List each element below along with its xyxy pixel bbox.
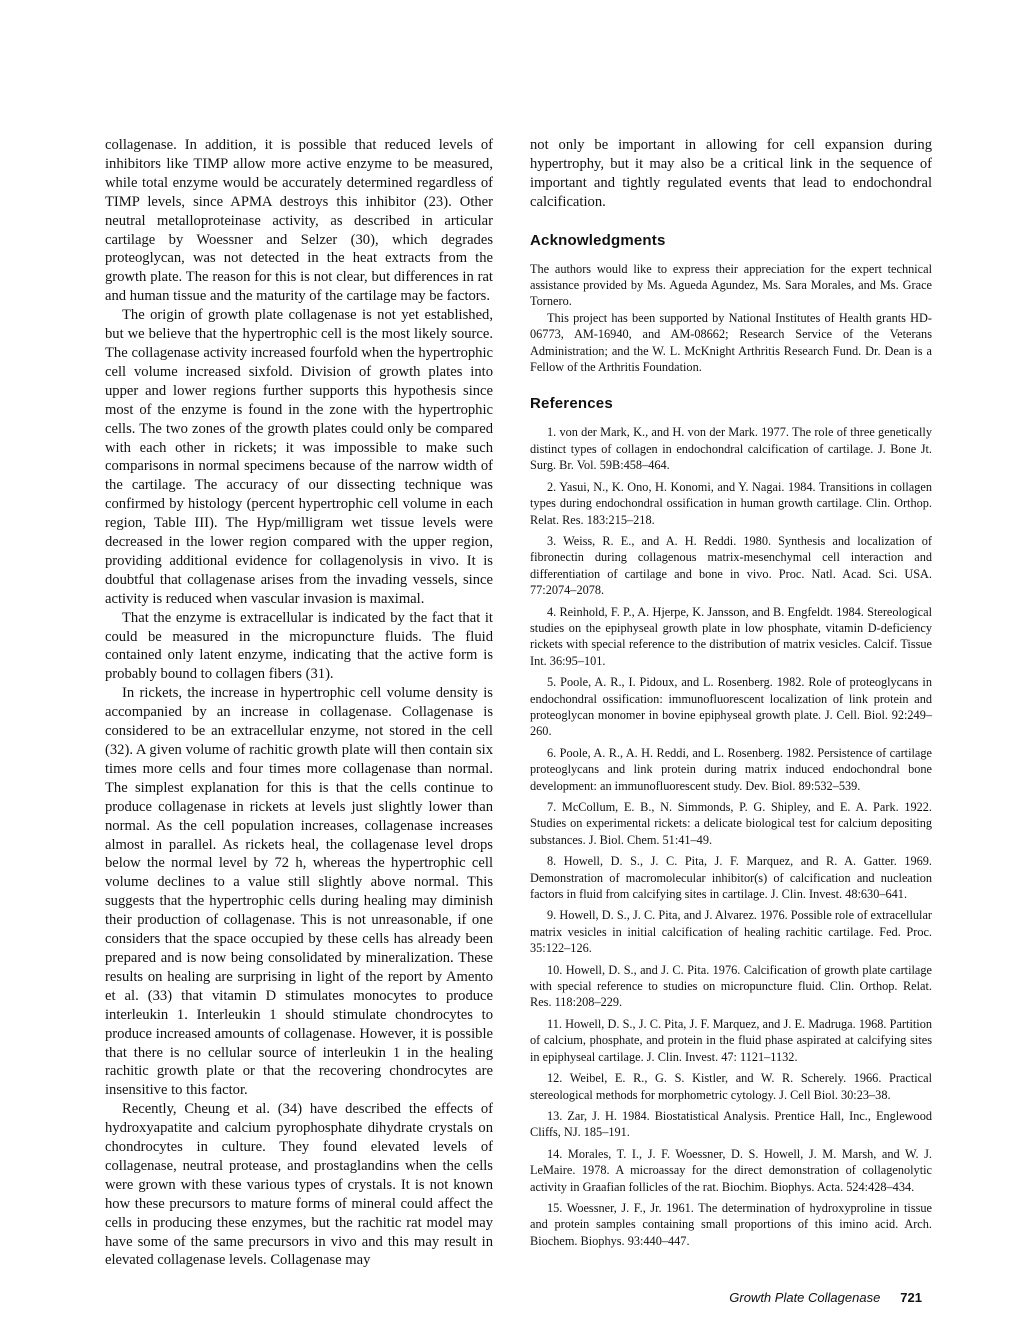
reference-item: 15. Woessner, J. F., Jr. 1961. The determination of hydroxyproline in tissue and protein samples containing small proportions of this imino acid. Arch. Biochem. Biophys. 93:440–447. [530,1200,932,1248]
reference-item: 9. Howell, D. S., J. C. Pita, and J. Alvarez. 1976. Possible role of extracellular matrix vesicles in initial calcification of healing rachitic cartilage. Fed. Proc. 35:122–126. [530,908,932,956]
reference-item: 13. Zar, J. H. 1984. Biostatistical Analysis. Prentice Hall, Inc., Englewood Cliffs, NJ. 185–191. [530,1108,932,1140]
running-title: Growth Plate Collagenase [729,1290,881,1305]
reference-item: 14. Morales, T. I., J. F. Woessner, D. S. Howell, J. M. Marsh, and W. J. LeMaire. 1978. A microassay for the direct demonstration of collagenolytic activity in Graafian follicles of the rat. Biochim. Biophys. Acta. 524:428–434. [530,1146,932,1194]
reference-item: 8. Howell, D. S., J. C. Pita, J. F. Marquez, and R. A. Gatter. 1969. Demonstration of macromolecular inhibitor(s) of calcification and nucleation factors in fluid from calcifying sites in cartilage. J. Clin. Invest. 48:630–641. [530,854,932,902]
reference-item: 6. Poole, A. R., A. H. Reddi, and L. Rosenberg. 1982. Persistence of cartilage proteoglycans and link protein during matrix induced endochondral bone development: an immunofluorescent study. Dev. Biol. 89:532–539. [530,745,932,793]
left-column [105,136,493,1270]
reference-item: 5. Poole, A. R., I. Pidoux, and L. Rosenberg. 1982. Role of proteoglycans in endochondral ossification: immunofluorescent localization of link protein and proteoglycan monomer in bovine epiphyseal growth plate. J. Cell. Biol. 92:249–260. [530,675,932,739]
reference-item: 3. Weiss, R. E., and A. H. Reddi. 1980. Synthesis and localization of fibronectin during collagenous matrix-mesenchymal cell interaction and differentiation of cartilage and bone in vivo. Proc. Natl. Acad. Sci. USA. 77:2074–2078. [530,533,932,598]
page-footer [729,1290,922,1306]
reference-list [530,424,932,1249]
reference-item: 2. Yasui, N., K. Ono, H. Konomi, and Y. Nagai. 1984. Transitions in collagen types during endochondral ossification in human growth cartilage. Clin. Orthop. Relat. Res. 183:215–218. [530,479,932,527]
acknowledgment-paragraph: This project has been supported by National Institutes of Health grants HD-06773, AM-16940, and AM-08662; Research Service of the Veterans Administration; and the W. L. McKnight Arthritis Research Fund. Dr. Dean is a Fellow of the Arthritis Foundation. [530,310,932,375]
acknowledgments-section [530,261,932,376]
reference-item: 4. Reinhold, F. P., A. Hjerpe, K. Jansson, and B. Engfeldt. 1984. Stereological studies on the epiphyseal growth plate in low phosphate, vitamin D-deficiency rickets with special reference to the distribution of matrix vesicles. Calcif. Tissue Int. 36:95–101. [530,604,932,668]
right-column [530,136,932,1254]
body-paragraph: The origin of growth plate collagenase is not yet established, but we believe that the hypertrophic cell is the most likely source. The collagenase activity increased fourfold when the hypertrophic cell volume increased sixfold. Division of growth plates into upper and lower regions further supports this hypothesis since most of the enzyme is found in the zone with the hypertrophic cells. The two zones of the growth plates could only be compared with each other in rickets; it was impossible to make such comparisons in normal specimens because of the narrow width of the cartilage. The accuracy of our dissecting technique was confirmed by histology (percent hypertrophic cell volume in each region, Table III). The Hyp/milligram wet tissue levels were decreased in the lower region compared with the upper region, providing additional evidence for collagenolysis in vivo. It is doubtful that collagenase arises from the invading vessels, since activity is reduced when vascular invasion is maximal. [105,307,493,607]
body-paragraph: That the enzyme is extracellular is indicated by the fact that it could be measured in the micropuncture fluids. The fluid contained only latent enzyme, indicating that the active form is probably bound to collagen fibers (31). [105,609,493,683]
reference-item: 10. Howell, D. S., and J. C. Pita. 1976. Calcification of growth plate cartilage with special reference to studies on micropuncture fluid. Clin. Orthop. Relat. Res. 118:208–229. [530,962,932,1010]
body-paragraph: In rickets, the increase in hypertrophic cell volume density is accompanied by an increase in collagenase. Collagenase is considered to be an extracellular enzyme, not stored in the cell (32). A given volume of rachitic growth plate will then contain six times more cells and four times more collagenase than normal. The simplest explanation for this is that the cells continue to produce collagenase in rickets at levels just slightly lower than normal. As the cell population increases, collagenase increases almost in parallel. As rickets heal, the collagenase level drops below the normal level by 72 h, whereas the hypertrophic cell volume declines to a value still slightly above normal. This suggests that the hypertrophic cells during healing may diminish their production of collagenase. This is not unreasonable, if one considers that the space occupied by these cells has already been prepared and is now being consolidated by mineralization. These results on healing are surprising in light of the report by Amento et al. (33) that vitamin D stimulates monocytes to produce interleukin 1. Interleukin 1 should stimulate chondrocytes to produce increased amounts of collagenase. However, it is possible that there is no cellular source of interleukin 1 in the healing rachitic growth plate or that the recovering chondrocytes are insensitive to this factor. [105,685,493,1099]
page-number: 721 [900,1290,922,1305]
acknowledgment-paragraph: The authors would like to express their appreciation for the expert technical assistance provided by Ms. Agueda Agundez, Ms. Sara Morales, and Ms. Grace Tornero. [530,261,932,309]
reference-item: 11. Howell, D. S., J. C. Pita, J. F. Marquez, and J. E. Madruga. 1968. Partition of calcium, phosphate, and protein in the fluid phase aspirated at calcifying sites in epiphyseal cartilage. J. Clin. Invest. 47: 1121–1132. [530,1016,932,1064]
reference-item: 1. von der Mark, K., and H. von der Mark. 1977. The role of three genetically distinct types of collagen in endochondral calcification of cartilage. J. Bone Jt. Surg. Br. Vol. 59B:458–464. [530,425,932,473]
body-paragraph: Recently, Cheung et al. (34) have described the effects of hydroxyapatite and calcium pyrophosphate dihydrate crystals on chondrocytes in culture. They found elevated levels of collagenase, neutral protease, and prostaglandins when the cells were grown with these various types of crystals. It is not known how these precursors to mature forms of mineral could affect the cells in producing these enzymes, but the rachitic rat model may have some of the same precursors in vivo and this may result in elevated collagenase levels. Collagenase may [105,1101,493,1269]
continued-paragraph: not only be important in allowing for cell expansion during hypertrophy, but it may also be a critical link in the sequence of important and tightly regulated events that lead to endochondral calcification. [530,137,932,210]
acknowledgments-heading: Acknowledgments [530,231,666,249]
reference-item: 7. McCollum, E. B., N. Simmonds, P. G. Shipley, and E. A. Park. 1922. Studies on experimental rickets: a delicate biological test for calcium depositing substances. J. Biol. Chem. 51:41–49. [530,800,932,847]
reference-item: 12. Weibel, E. R., G. S. Kistler, and W. R. Scherely. 1966. Practical stereological methods for morphometric cytology. J. Cell Biol. 30:23–38. [530,1071,932,1102]
body-paragraph: collagenase. In addition, it is possible that reduced levels of inhibitors like TIMP allow more active enzyme to be measured, while total enzyme would be accurately determined regardless of TIMP levels, since APMA destroys this inhibitor (23). Other neutral metalloproteinase activity, as described in articular cartilage by Woessner and Selzer (30), which degrades proteoglycan, was not detected in the heat extracts from the growth plate. The reason for this is not clear, but differences in rat and human tissue and the maturity of the cartilage may be factors. [105,137,493,305]
references-heading: References [530,395,613,413]
